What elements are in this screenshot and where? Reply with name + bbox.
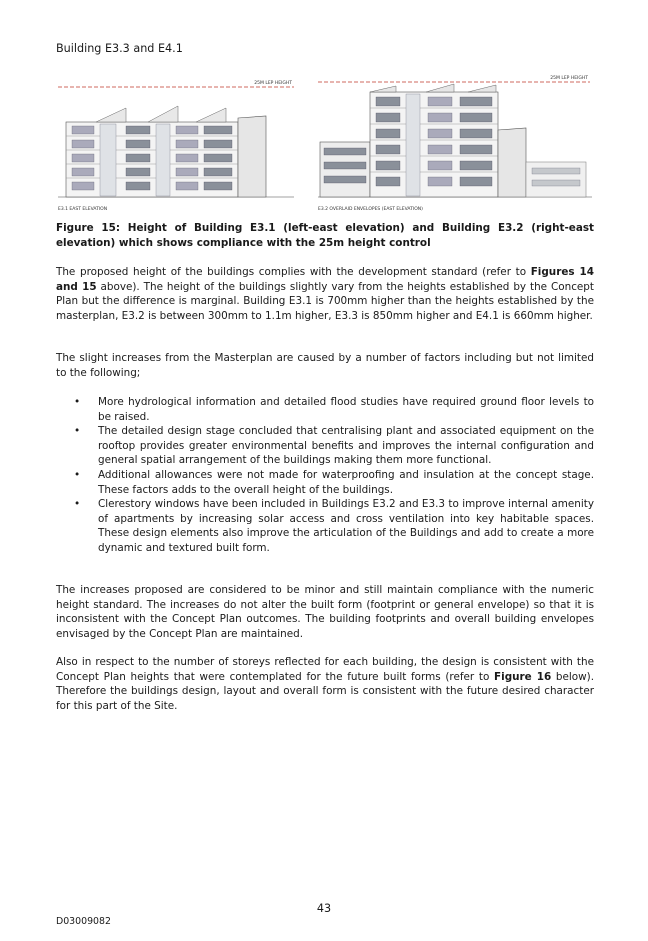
list-item: • Clerestory windows have been included in Buildings E3.2 and E3.3 to improve internal amenity of apartments by increasing solar access and cross ventilation into key habitable spaces. These design elements also improve the articulation of the Buildings and add to create a more dynamic and textured built form. bbox=[74, 498, 594, 554]
right-elevation-caption: E3.2 OVERLAID ENVELOPES (EAST ELEVATION) bbox=[318, 207, 423, 212]
page-number: 43 bbox=[316, 902, 332, 915]
figure-caption: Figure 15: Height of Building E3.1 (left-east elevation) and Building E3.2 (right-east elevation) which shows compliance with the 25m height control bbox=[56, 222, 594, 249]
left-elevation-drawing bbox=[58, 80, 294, 212]
elevation-figure bbox=[56, 70, 594, 216]
factors-list bbox=[56, 395, 594, 556]
bullet-marker: • bbox=[74, 468, 81, 481]
document-id: D03009082 bbox=[56, 916, 111, 927]
figure-reference: Figures 14 and 15 bbox=[56, 266, 594, 293]
paragraph-height-compliance bbox=[56, 265, 594, 323]
list-item: • Additional allowances were not made for waterproofing and insulation at the concept stage. These factors adds to the overall height of the buildings. bbox=[74, 468, 594, 496]
paragraph-minor-increases: The increases proposed are considered to be minor and still maintain compliance with the numeric height standard. The increases do not alter the built form (footprint or general envelope) so that it is inconsistent with the Concept Plan outcomes. The building footprints and overall building envelopes envisaged by the Concept Plan are maintained. bbox=[56, 584, 594, 640]
paragraph-storeys bbox=[56, 655, 594, 713]
left-height-label: 25M LEP HEIGHT bbox=[254, 81, 292, 86]
bullet-marker: • bbox=[74, 425, 81, 438]
p1-text-a: The proposed height of the buildings complies with the development standard (refer to bbox=[56, 266, 531, 278]
p4-text-c: below). Therefore the buildings design, layout and overall form is consistent with the future desired character for this part of the Site. bbox=[56, 670, 595, 712]
list-item: • More hydrological information and detailed flood studies have required ground floor levels to be raised. bbox=[74, 396, 594, 423]
right-height-label: 25M LEP HEIGHT bbox=[550, 76, 588, 81]
list-item: • The detailed design stage concluded that centralising plant and associated equipment on the rooftop provides greater environmental benefits and improves the internal configuration and general spatial arrangement of the buildings making them more functional. bbox=[74, 425, 594, 467]
left-elevation-caption: E3.1 EAST ELEVATION bbox=[58, 207, 108, 212]
bullet-marker: • bbox=[74, 396, 81, 408]
bullet-marker: • bbox=[74, 498, 81, 511]
p4-text-a: Also in respect to the number of storeys reflected for each building, the design is consistent with the Concept Plan heights that were contemplated for the future built forms (refer to bbox=[56, 656, 594, 683]
right-elevation-drawing bbox=[318, 75, 592, 212]
p1-text-c: above). The height of the buildings slightly vary from the heights established by the Concept Plan but the difference is marginal. Building E3.1 is 700mm higher than the heights established by the masterplan, E3.2 is between 300mm to 1.1m higher, E3.3 is 850mm higher and E4.1 is 660mm higher. bbox=[56, 280, 594, 322]
figure-reference: Figure 16 bbox=[494, 670, 552, 683]
section-heading: Building E3.3 and E4.1 bbox=[56, 42, 183, 55]
paragraph-increases-intro: The slight increases from the Masterplan are caused by a number of factors including but not limited to the following; bbox=[56, 352, 594, 379]
